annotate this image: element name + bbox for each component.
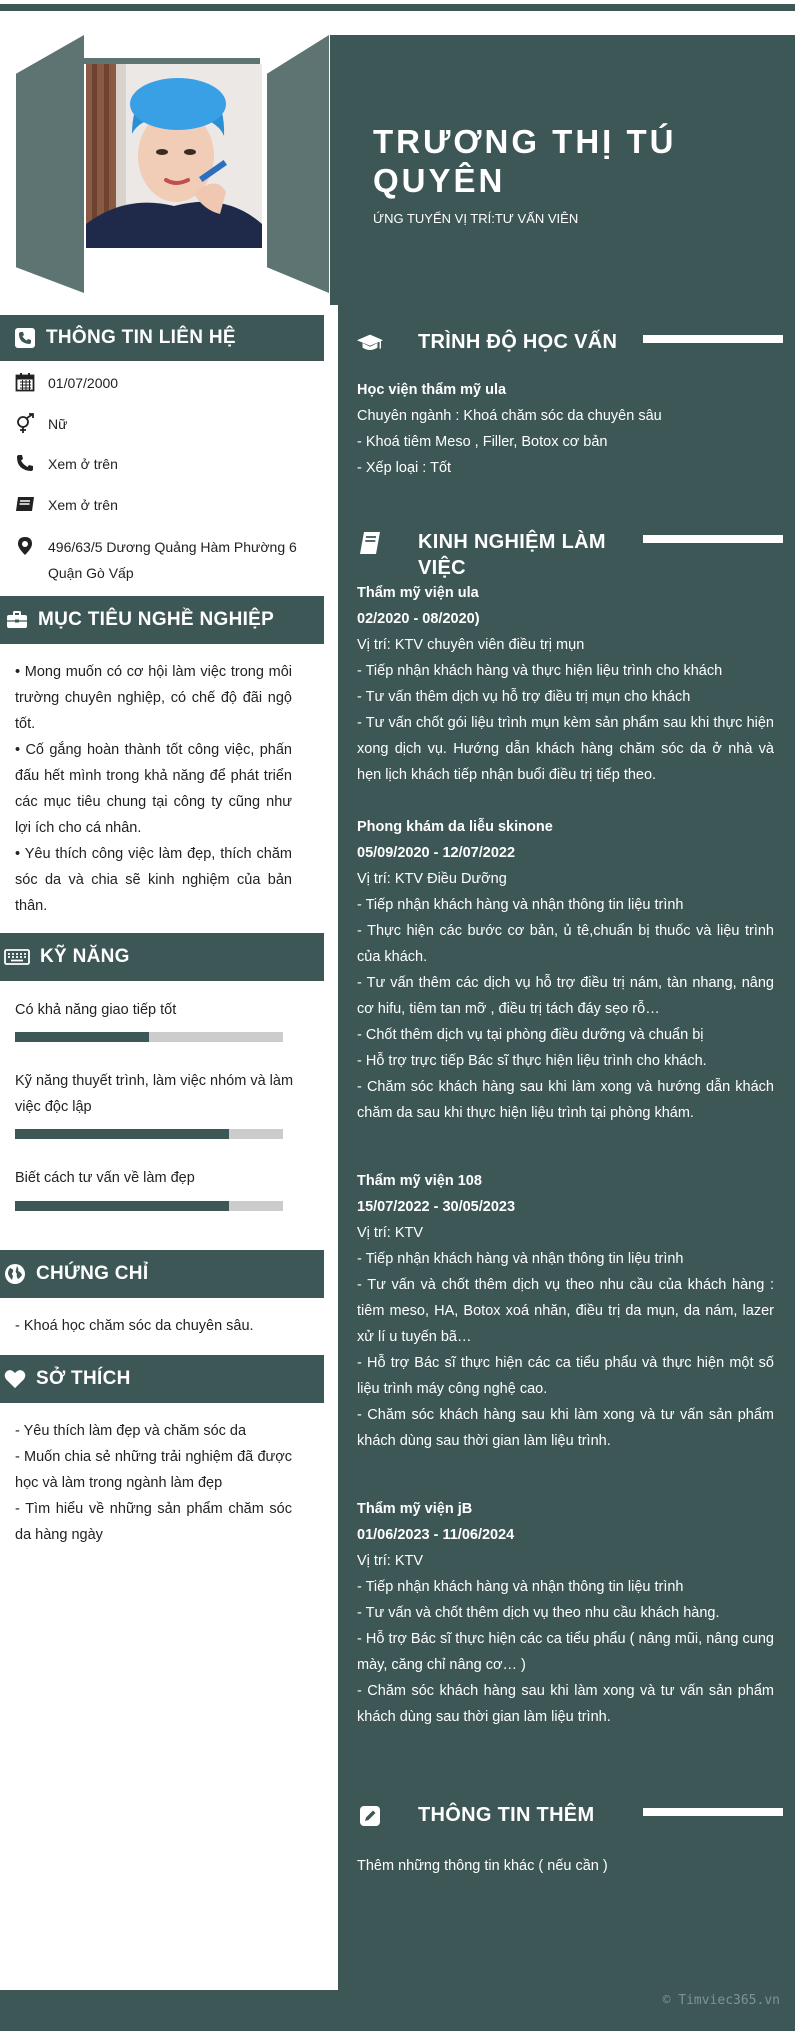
phone-icon — [14, 452, 36, 474]
experience-divider — [643, 535, 783, 543]
skill-bar-fill-2 — [15, 1129, 229, 1139]
job-duty: - Hỗ trợ Bác sĩ thực hiện các ca tiểu phẩu ( nâng mũi, nâng cung mày, căng chỉ nâng cơ… ) — [357, 1631, 774, 1673]
job-role: Vị trí: KTV — [357, 1553, 424, 1569]
contact-section-title: THÔNG TIN LIÊN HỆ — [46, 327, 236, 348]
skill-label-1: Có khả năng giao tiếp tốt — [15, 1002, 177, 1018]
objective-text-2: • Cố gắng hoàn thành tốt công việc, phấn đấu hết mình trong khả năng để phát triển các mục tiêu chung tại công ty cũng như lợi ích cho cá nhân. — [15, 742, 292, 836]
email-value: Xem ở trên — [48, 497, 118, 513]
education-line-2: - Khoá tiêm Meso , Filler, Botox cơ bản — [357, 434, 608, 450]
job-3 — [357, 1168, 774, 1454]
hobbies-section-title: SỞ THÍCH — [36, 1368, 131, 1389]
job-duty: - Chăm sóc khách hàng sau khi làm xong và tư vấn sản phẩm khách dùng sau thời gian làm liệu trình. — [357, 1683, 774, 1725]
copyright-text: © Timviec365.vn — [662, 1993, 780, 2008]
objective-section-header — [0, 596, 324, 644]
job-role: Vị trí: KTV — [357, 1225, 424, 1241]
profile-photo — [86, 64, 262, 248]
graduation-cap-icon — [356, 329, 384, 357]
skill-label-3: Biết cách tư vấn về làm đẹp — [15, 1170, 195, 1186]
education-section-title: TRÌNH ĐỘ HỌC VẤN — [418, 331, 618, 353]
certificates-section-title: CHỨNG CHỈ — [36, 1263, 149, 1284]
top-accent-line — [0, 4, 795, 11]
hobby-line-2: - Muốn chia sẻ những trải nghiệm đã được học và làm trong ngành làm đẹp — [15, 1449, 292, 1491]
skill-bar-fill-3 — [15, 1201, 229, 1211]
contact-section-header — [0, 315, 324, 361]
photo-frame-left-panel — [16, 35, 84, 293]
extra-text: Thêm những thông tin khác ( nếu cần ) — [357, 1858, 608, 1874]
photo-frame-right-panel — [267, 35, 329, 293]
certificate-text: - Khoá học chăm sóc da chuyên sâu. — [15, 1318, 254, 1334]
birthday-value: 01/07/2000 — [48, 375, 119, 391]
skills-section-title: KỸ NĂNG — [40, 946, 130, 967]
edit-icon — [356, 1802, 384, 1830]
education-school: Học viện thẩm mỹ ula — [357, 382, 507, 398]
experience-section-title: KINH NGHIỆM LÀM VIỆC — [418, 531, 606, 579]
job-company: Phong khám da liễu skinone — [357, 819, 553, 835]
job-duty: - Chốt thêm dịch vụ tại phòng điều dưỡng và chuẩn bị — [357, 1027, 704, 1043]
job-duty: - Tiếp nhận khách hàng và nhận thông tin liệu trình — [357, 1579, 684, 1595]
gender-value: Nữ — [48, 416, 68, 432]
education-line-1: Chuyên ngành : Khoá chăm sóc da chuyên sâu — [357, 408, 662, 424]
job-duty: - Tiếp nhận khách hàng và nhận thông tin liệu trình — [357, 1251, 684, 1267]
job-company: Thẩm mỹ viện 108 — [357, 1173, 482, 1189]
job-role: Vị trí: KTV Điều Dưỡng — [357, 871, 507, 887]
extra-divider — [643, 1808, 783, 1816]
calendar-icon — [14, 371, 36, 393]
job-duty: - Tư vấn và chốt thêm dịch vụ theo nhu cầu của khách hàng : tiêm meso, HA, Botox xoá nhăn, điều trị da mụn, da nám, lazer xử lí u tuyến bã… — [357, 1277, 774, 1345]
skill-bar-fill-1 — [15, 1032, 149, 1042]
certificates-section-header — [0, 1250, 324, 1298]
job-duty: - Hỗ trợ trực tiếp Bác sĩ thực hiện liệu trình cho khách. — [357, 1053, 707, 1069]
job-duty: - Tư vấn và chốt thêm dịch vụ theo nhu cầu khách hàng. — [357, 1605, 720, 1621]
job-company: Thẩm mỹ viện jB — [357, 1501, 473, 1517]
keyboard-icon — [4, 946, 30, 968]
job-period: 05/09/2020 - 12/07/2022 — [357, 845, 516, 861]
job-duty: - Chăm sóc khách hàng sau khi làm xong và tư vấn sản phẩm khách dùng sau thời gian làm liệu trình. — [357, 1407, 774, 1449]
job-role: Vị trí: KTV chuyên viên điều trị mụn — [357, 637, 585, 653]
job-company: Thẩm mỹ viện ula — [357, 585, 479, 601]
book-icon — [356, 529, 384, 557]
job-duty: - Tiếp nhận khách hàng và thực hiện liệu trình cho khách — [357, 663, 723, 679]
education-divider — [643, 335, 783, 343]
hobby-line-1: - Yêu thích làm đẹp và chăm sóc da — [15, 1423, 247, 1439]
job-duty: - Tư vấn thêm dịch vụ hỗ trợ điều trị mụn cho khách — [357, 689, 691, 705]
address-value: 496/63/5 Dương Quảng Hàm Phường 6 Quận Gò Vấp — [48, 539, 297, 581]
heart-icon — [4, 1368, 26, 1390]
gender-icon — [14, 412, 36, 434]
job-duty: - Tiếp nhận khách hàng và nhận thông tin liệu trình — [357, 897, 684, 913]
hobby-line-3: - Tìm hiểu về những sản phẩm chăm sóc da hàng ngày — [15, 1501, 292, 1543]
phone-value: Xem ở trên — [48, 456, 118, 472]
job-period: 01/06/2023 - 11/06/2024 — [357, 1527, 515, 1543]
hobbies-section-header — [0, 1355, 324, 1403]
job-duty: - Chăm sóc khách hàng sau khi làm xong và hướng dẫn khách chăm da sau khi thực hiện liệu trình tại phòng khám. — [357, 1079, 774, 1121]
education-section-header — [356, 325, 786, 361]
job-4 — [357, 1496, 774, 1730]
candidate-name: TRƯƠNG THỊ TÚ QUYÊN — [373, 123, 677, 199]
map-marker-icon — [14, 535, 36, 557]
email-icon — [14, 493, 36, 515]
education-line-3: - Xếp loại : Tốt — [357, 460, 452, 476]
job-duty: - Tư vấn thêm các dịch vụ hỗ trợ điều trị nám, tàn nhang, nâng cơ hifu, tiêm tan mỡ , điều trị tách đáy sẹo rỗ… — [357, 975, 774, 1017]
briefcase-icon — [6, 609, 28, 631]
extra-section-header — [356, 1798, 786, 1834]
applied-position: ỨNG TUYỂN VỊ TRÍ:TƯ VẤN VIÊN — [373, 211, 579, 226]
job-1 — [357, 580, 774, 788]
job-duty: - Hỗ trợ Bác sĩ thực hiện các ca tiểu phẩu và thực hiện một số liệu trình máy công nghệ cao. — [357, 1355, 774, 1397]
education-details — [357, 377, 774, 481]
phone-square-icon — [14, 327, 36, 349]
objective-text-1: • Mong muốn có cơ hội làm việc trong môi trường chuyên nghiệp, có chế độ đãi ngộ tốt. — [15, 664, 292, 732]
skill-bar-1 — [15, 1032, 283, 1042]
job-period: 15/07/2022 - 30/05/2023 — [357, 1199, 516, 1215]
job-period: 02/2020 - 08/2020) — [357, 611, 480, 627]
job-2 — [357, 814, 774, 1126]
job-duty: - Tư vấn chốt gói liệu trình mụn kèm sản phẩm sau khi thực hiện xong dịch vụ. Hướng dẫn khách hàng chăm sóc da ở nhà và hẹn lịch khách tiếp nhận buổi điều trị tiếp theo. — [357, 715, 774, 783]
objective-text-3: • Yêu thích công việc làm đẹp, thích chăm sóc da và chia sẽ kinh nghiệm của bản thân. — [15, 846, 292, 914]
skill-bar-2 — [15, 1129, 283, 1139]
skill-label-2: Kỹ năng thuyết trình, làm việc nhóm và làm việc độc lập — [15, 1073, 294, 1115]
objective-section-title: MỤC TIÊU NGHỀ NGHIỆP — [38, 609, 275, 630]
job-duty: - Thực hiện các bước cơ bản, ủ tê,chuẩn bị thuốc và liệu trình của khách. — [357, 923, 774, 965]
skill-bar-3 — [15, 1201, 283, 1211]
extra-section-title: THÔNG TIN THÊM — [418, 1804, 595, 1826]
globe-icon — [4, 1263, 26, 1285]
experience-section-header — [356, 525, 786, 579]
skills-section-header — [0, 933, 324, 981]
